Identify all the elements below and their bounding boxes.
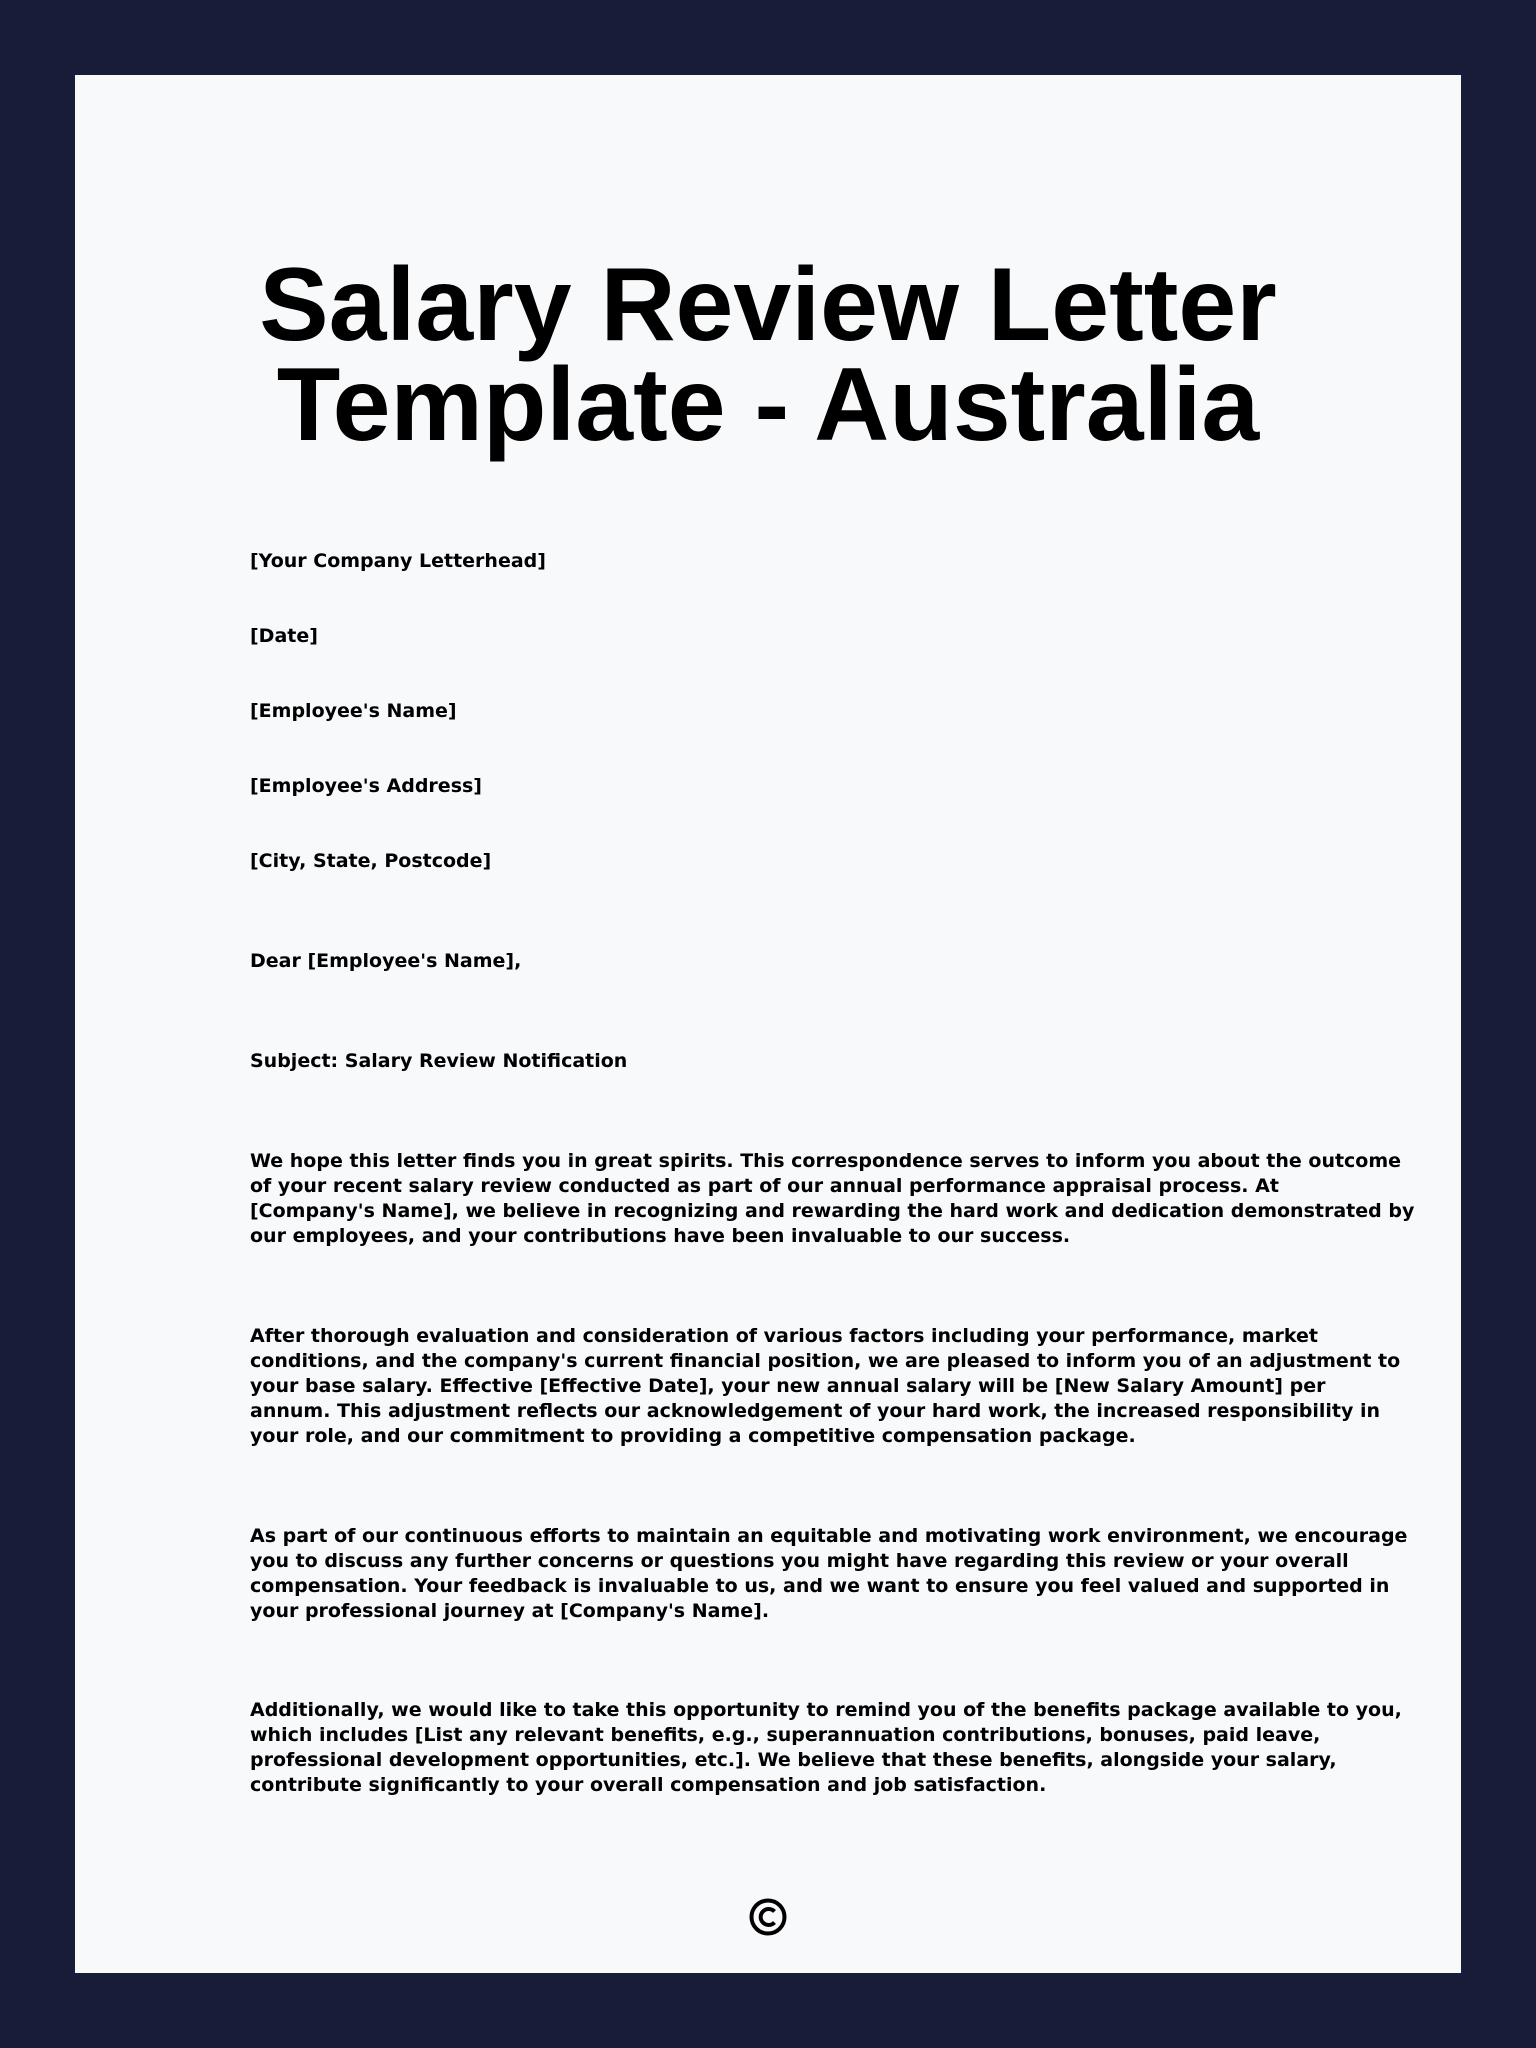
paragraph-line: contribute significantly to your overall compensation and job satisfaction.: [250, 1774, 1047, 1796]
paragraph-line: our employees, and your contributions have been invaluable to our success.: [250, 1225, 1071, 1247]
paragraph-line: professional development opportunities, etc.]. We believe that these benefits, alongside your salary,: [250, 1749, 1337, 1771]
paragraph-line: your base salary. Effective [Effective Date], your new annual salary will be [New Salary Amount] per: [250, 1375, 1326, 1397]
subject-line: Subject: Salary Review Notification: [250, 1050, 628, 1072]
employee-name-field: [Employee's Name]: [250, 700, 457, 722]
paragraph-line: you to discuss any further concerns or questions you might have regarding this review or your overall: [250, 1550, 1349, 1572]
paragraph-line: As part of our continuous efforts to maintain an equitable and motivating work environment, we encourage: [250, 1525, 1408, 1547]
paragraph-line: Additionally, we would like to take this opportunity to remind you of the benefits package available to you,: [250, 1699, 1402, 1721]
city-state-postcode-field: [City, State, Postcode]: [250, 850, 492, 872]
paragraph-line: your role, and our commitment to providing a competitive compensation package.: [250, 1425, 1136, 1447]
title-line-2: Template - Australia: [276, 347, 1260, 463]
paragraph-line: compensation. Your feedback is invaluable to us, and we want to ensure you feel valued and supported in: [250, 1575, 1390, 1597]
paragraph-line: [Company's Name], we believe in recognizing and rewarding the hard work and dedication demonstrated by: [250, 1200, 1415, 1222]
copyright-mark: [75, 1897, 1461, 1942]
body-paragraph-3: [250, 1524, 1408, 1624]
copyright-icon: [748, 1897, 788, 1937]
employee-address-field: [Employee's Address]: [250, 775, 482, 797]
document-page: [75, 75, 1461, 1973]
title-line-1: Salary Review Letter: [259, 247, 1277, 363]
letterhead-field: [Your Company Letterhead]: [250, 550, 546, 572]
paragraph-line: We hope this letter finds you in great spirits. This correspondence serves to inform you about the outcome: [250, 1150, 1402, 1172]
body-paragraph-4: [250, 1698, 1402, 1798]
body-paragraph-2: [250, 1324, 1401, 1449]
paragraph-line: of your recent salary review conducted as part of our annual performance appraisal process. At: [250, 1175, 1279, 1197]
paragraph-line: which includes [List any relevant benefits, e.g., superannuation contributions, bonuses, paid leave,: [250, 1724, 1321, 1746]
paragraph-line: annum. This adjustment reflects our acknowledgement of your hard work, the increased responsibility in: [250, 1400, 1381, 1422]
page-title: [75, 247, 1461, 463]
paragraph-line: conditions, and the company's current financial position, we are pleased to inform you of an adjustment to: [250, 1350, 1401, 1372]
salutation: Dear [Employee's Name],: [250, 950, 522, 972]
body-paragraph-1: [250, 1149, 1415, 1249]
paragraph-line: After thorough evaluation and consideration of various factors including your performance, market: [250, 1325, 1318, 1347]
paragraph-line: your professional journey at [Company's Name].: [250, 1600, 770, 1622]
date-field: [Date]: [250, 625, 318, 647]
